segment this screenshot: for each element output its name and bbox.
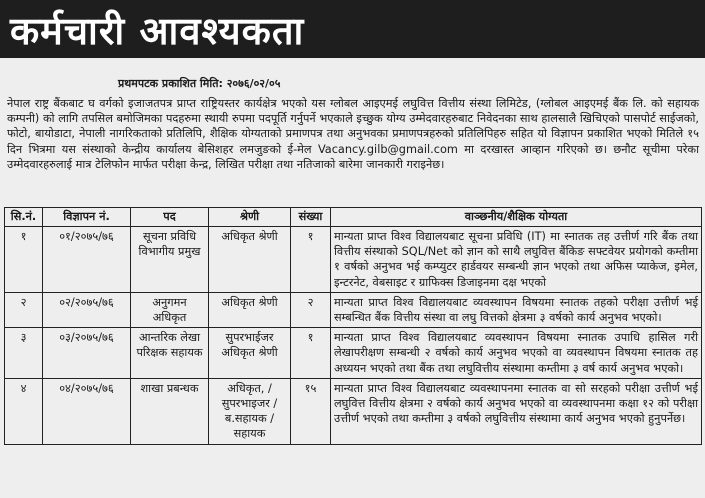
- table-row: [5, 328, 702, 379]
- cell-serial: ३: [5, 328, 43, 379]
- table-header-row: [5, 208, 702, 227]
- cell-post: शाखा प्रबन्धक: [131, 378, 209, 444]
- table-row: [5, 378, 702, 444]
- cell-requirement: मान्यता प्राप्त विश्व विद्यालयबाट व्यवस्थापन विषयमा स्नातक तहको परीक्षा उत्तीर्ण भई सम्बन्धित बैंक वित्तीय संस्था वा लघु वित्तको क्षेत्रमा ३ वर्षको कार्य अनुभव भएको।: [331, 292, 702, 327]
- intro-paragraph: नेपाल राष्ट्र बैंकबाट घ वर्गको इजाजतपत्र प्राप्त राष्ट्रियस्तर कार्यक्षेत्र भएको यस ग्लोबल आइएमई लघुवित्त वित्तीय संस्था लिमिटेड, (ग्लोबल आइएमई बैंक लि. को सहायक कम्पनी) को लागि तपसिल बमोजिमका पदहरुमा स्थायी रुपमा पदपूर्ति गर्नुपर्ने भएकाले इच्छुक योग्य उम्मेदवारहरुबाट निवेदनका साथ हालसालै खिचिएको पासपोर्ट साईजको, फोटो, बायोडाटा, नेपाली नागरिकताको प्रतिलिपि, शैक्षिक योग्यताको प्रमाणपत्र तथा अनुभवका प्रमाणपत्रहरुको प्रतिलिपिहरु सहित यो विज्ञापन प्रकाशित भएको मितिले १५ दिन भित्रमा यस संस्थाको केन्द्रीय कार्यालय बेसिशहर लमजुङको ई-मेल Vacancy.gilb@gmail.com मा दरखास्त आव्हान गरिएको छ। छनौट सूचीमा परेका उम्मेदवारहरुलाई मात्र टेलिफोन मार्फत परीक्षा केन्द्र, लिखित परीक्षा तथा नतिजाको बारेमा जानकारी गराइनेछ।: [7, 97, 699, 171]
- cell-ad-number: ०३/२०७५/७६: [43, 328, 131, 379]
- cell-count: १५: [291, 378, 331, 444]
- cell-category: अधिकृत, /सुपरभाइजर /ब.सहायक /सहायक: [209, 378, 291, 444]
- cell-serial: १: [5, 227, 43, 293]
- table-row: [5, 292, 702, 327]
- vacancy-table: [4, 207, 702, 445]
- header-requirement: वाञ्छनीय/शैक्षिक योग्यता: [331, 208, 702, 227]
- cell-requirement: मान्यता प्राप्त विश्व विद्यालयबाट व्यवस्थापनमा स्नातक वा सो सरहको परीक्षा उत्तीर्ण भई लघुवित्त वित्तीय क्षेत्रमा २ वर्षको कार्य अनुभव भएको वा व्यवस्थापनमा कक्षा १२ को परीक्षा उत्तीर्ण भएको तथा कम्तीमा ३ वर्षको लघुवित्तीय संस्थामा कार्य अनुभव भएको हुनुपर्नेछ।: [331, 378, 702, 444]
- cell-count: १: [291, 328, 331, 379]
- header-ad-number: विज्ञापन नं.: [43, 208, 131, 227]
- page-title: कर्मचारी आवश्यकता: [10, 9, 305, 53]
- title-banner: [0, 0, 705, 58]
- cell-category: अधिकृत श्रेणी: [209, 292, 291, 327]
- cell-serial: २: [5, 292, 43, 327]
- cell-post: अनुगमन अधिकृत: [131, 292, 209, 327]
- header-count: संख्या: [291, 208, 331, 227]
- cell-category: सुपरभाईजर अधिकृत श्रेणी: [209, 328, 291, 379]
- cell-count: २: [291, 292, 331, 327]
- header-serial: सि.नं.: [5, 208, 43, 227]
- cell-serial: ४: [5, 378, 43, 444]
- cell-post: आन्तरिक लेखा परिक्षक सहायक: [131, 328, 209, 379]
- cell-ad-number: ०२/२०७५/७६: [43, 292, 131, 327]
- header-post: पद: [131, 208, 209, 227]
- cell-requirement: मान्यता प्राप्त विश्व विद्यालयबाट सूचना प्रविधि (IT) मा स्नातक तह उत्तीर्ण गरि बैंक तथा वित्तीय संस्थाको SQL/Net को ज्ञान को साथै लघुवित्त बैंकिङ सफ्टवेयर प्रयोगको कम्तीमा १ वर्षको अनुभव भई कम्प्युटर हार्डवयर सम्बन्धी ज्ञान भएको तथा अफिस प्याकेज, इमेल, इन्टरनेट, वेबसाइट र ग्राफिक्स डिजाइनमा दक्ष भएको: [331, 227, 702, 293]
- publication-date: प्रथमपटक प्रकाशित मिति: २०७६/०२/०५: [118, 77, 281, 90]
- cell-ad-number: ०१/२०७५/७६: [43, 227, 131, 293]
- cell-post: सूचना प्रविधि विभागीय प्रमुख: [131, 227, 209, 293]
- cell-requirement: मान्यता प्राप्त विश्व विद्यालयबाट व्यवस्थापन विषयमा स्नातक उपाधि हासिल गरी लेखापरीक्षण सम्बन्धी २ वर्षको कार्य अनुभव भएको वा व्यवस्थापन विषयमा स्नातक तह अध्ययन भएको तथा बैंक तथा लघुवित्तीय संस्थामा कम्तीमा ३ वर्ष कार्य अनुभव भएको।: [331, 328, 702, 379]
- cell-ad-number: ०४/२०७५/७६: [43, 378, 131, 444]
- cell-category: अधिकृत श्रेणी: [209, 227, 291, 293]
- cell-count: १: [291, 227, 331, 293]
- header-category: श्रेणी: [209, 208, 291, 227]
- table-row: [5, 227, 702, 293]
